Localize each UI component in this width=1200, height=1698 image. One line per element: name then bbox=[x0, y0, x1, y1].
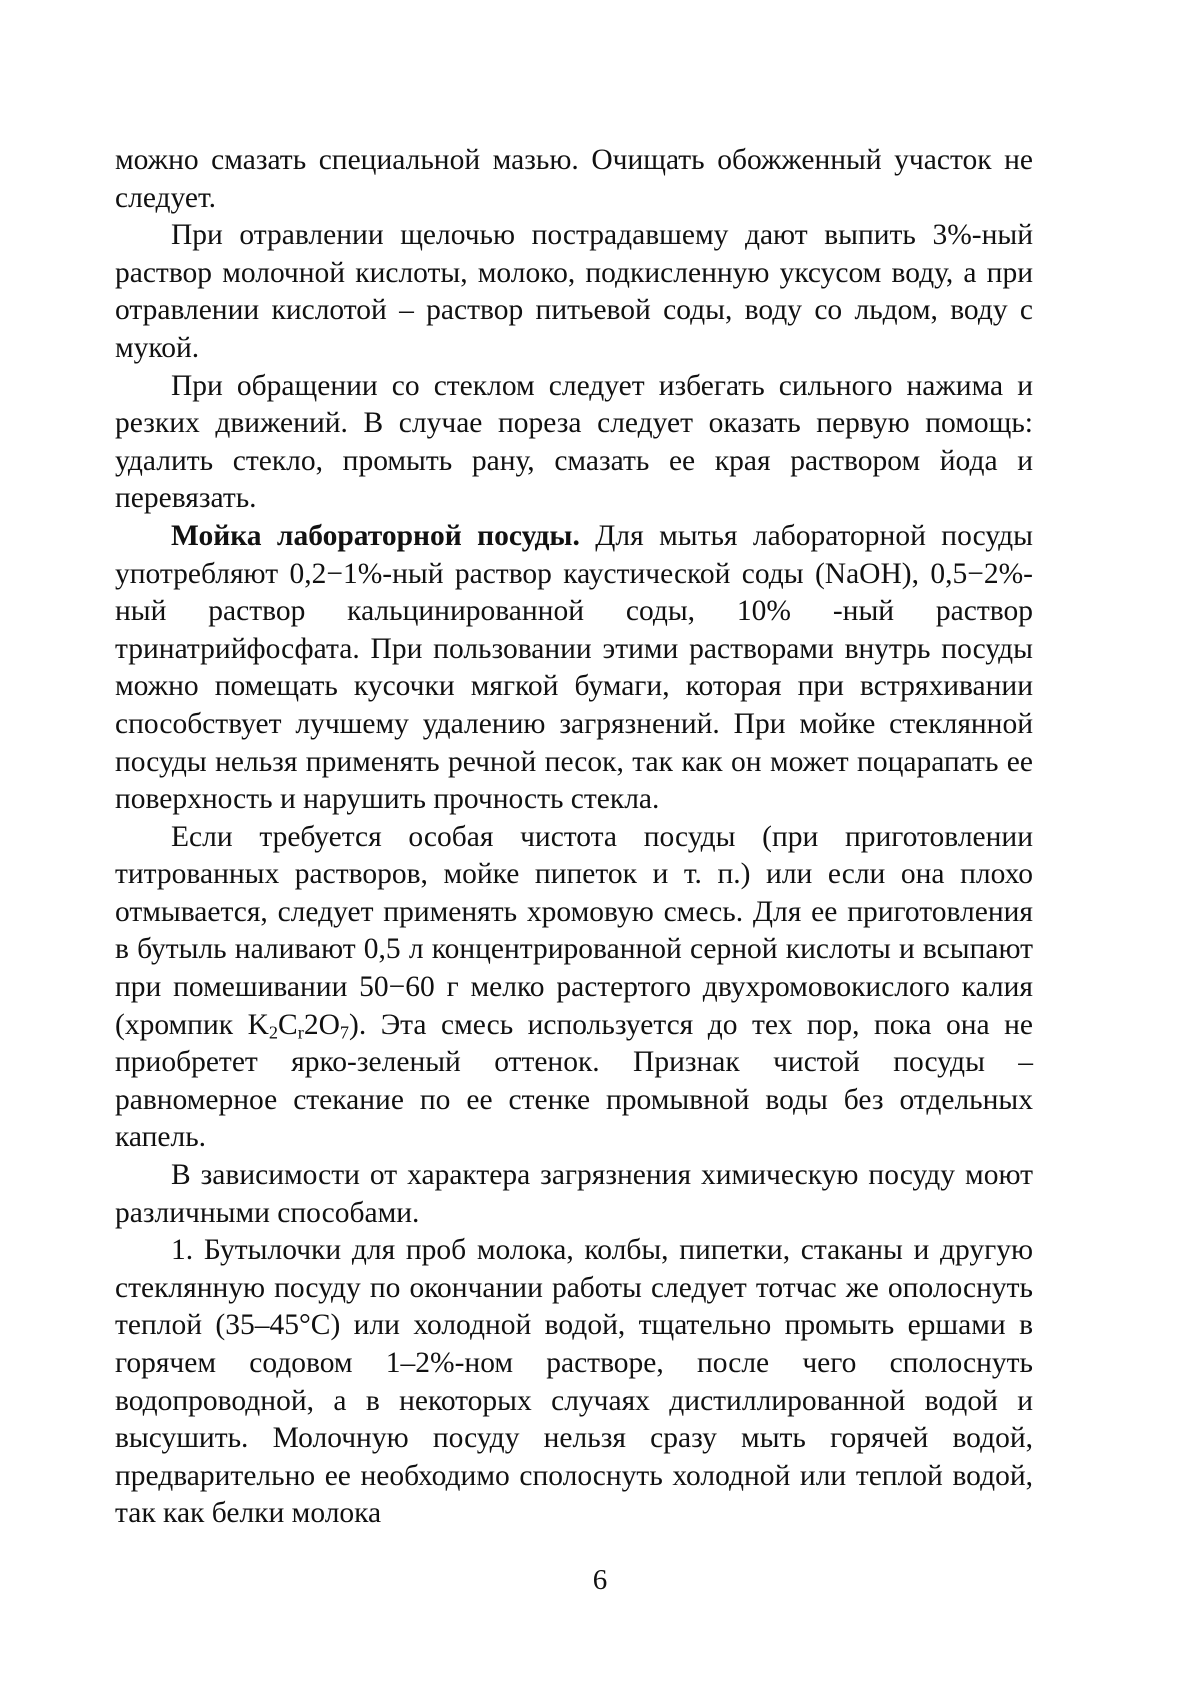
body-text bbox=[115, 142, 1033, 1533]
paragraph-glassware-washing-text: Для мытья лабораторной посуды употребляют 0,2−1%-ный раствор каустической соды (NaOH), 0,5−2%-ный раствор кальцинированной соды, 10% -ный раствор тринатрийфосфата. При пользовании этими растворами внутрь посуды можно помещать кусочки мягкой бумаги, которая при встряхивании способствует лучшему удалению загрязнений. При мойке стеклянной посуды нельзя применять речной песок, так как он может поцарапать ее поверхность и нарушить прочность стекла. bbox=[115, 519, 1033, 816]
section-heading: Мойка лабораторной посуды. bbox=[171, 519, 580, 552]
paragraph-alkali-poisoning: При отравлении щелочью пострадавшему дают выпить 3%-ный раствор молочной кислоты, молоко, подкисленную уксусом воду, а при отравлении кислотой – раствор питьевой соды, воду со льдом, воду с мукой. bbox=[115, 219, 1033, 364]
page-number: 6 bbox=[592, 1564, 608, 1596]
paragraph-glass-handling: При обращении со стеклом следует избегать сильного нажима и резких движений. В случае пореза следует оказать первую помощь: удалить стекло, промыть рану, смазать ее края раствором йода и перевязать. bbox=[115, 369, 1033, 515]
paragraph-glassware-washing bbox=[115, 518, 1033, 819]
paragraph-continuation: можно смазать специальной мазью. Очищать обожженный участок не следует. bbox=[115, 144, 1033, 214]
paragraph-chromic-mixture bbox=[115, 819, 1033, 1157]
paragraph-washing-methods: В зависимости от характера загрязнения химическую посуду моют различными способами. bbox=[115, 1159, 1033, 1229]
chemical-formula: $K_2C_r2O_7$ bbox=[247, 1008, 350, 1043]
chromic-text-after: ). Эта смесь используется до тех пор, пока она не приобретет ярко-зеленый оттенок. Признак чистой посуды – равномерное стекание по ее стенке промывной воды без отдельных капель. bbox=[115, 1008, 1033, 1154]
paragraph-item-1: 1. Бутылочки для проб молока, колбы, пипетки, стаканы и другую стеклянную посуду по окончании работы следует тотчас же ополоснуть теплой (35–45°С) или холодной водой, тщательно промыть ершами в горячем содовом 1–2%-ном растворе, после чего сполоснуть водопроводной, а в некоторых случаях дистиллированной водой и высушить. Молочную посуду нельзя сразу мыть горячей водой, предварительно ее необходимо сполоснуть холодной или теплой водой, так как белки молока bbox=[115, 1234, 1033, 1530]
chromic-text-before: Если требуется особая чистота посуды (при приготовлении титрованных растворов, мойке пипеток и т. п.) или если она плохо отмывается, следует применять хромовую смесь. Для ее приготовления в бутыль наливают 0,5 л концентрированной серной кислоты и всыпают при помешивании 50−60 г мелко растертого двухромовокислого калия (хромпик bbox=[115, 820, 1033, 1041]
